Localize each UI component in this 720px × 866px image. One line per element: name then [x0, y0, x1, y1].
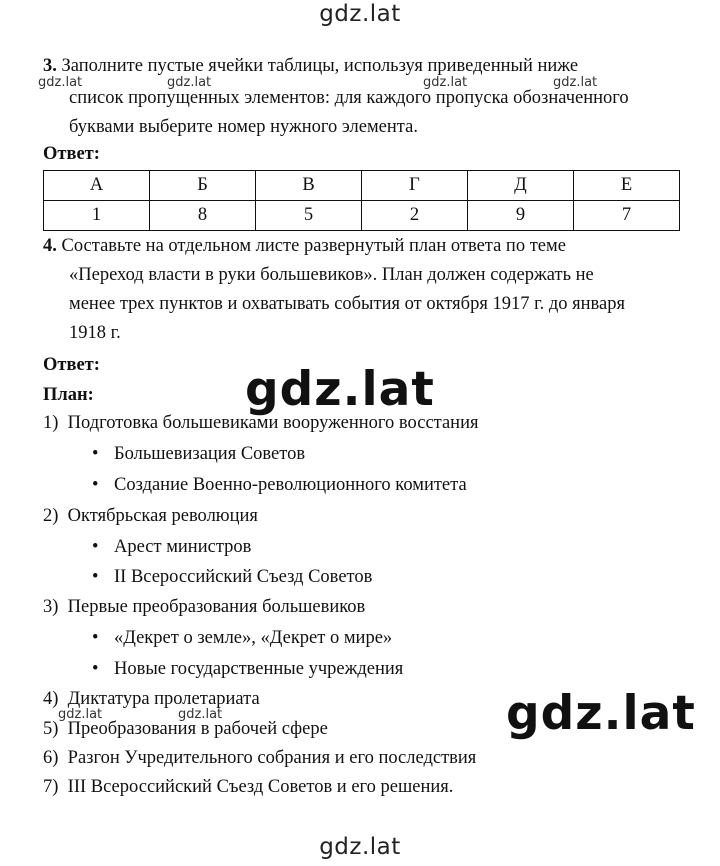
plan-item-text: Диктатура пролетариата	[67, 689, 260, 709]
task3-text: Заполните пустые ячейки таблицы, используя приведенный ниже	[61, 56, 579, 76]
plan-item-text: Разгон Учредительного собрания и его последствия	[67, 748, 477, 768]
watermark-large: gdz.lat	[245, 362, 435, 417]
bullet-icon: •	[92, 628, 99, 648]
table-header-cell: Г	[362, 171, 468, 201]
table-value-cell: 5	[256, 201, 362, 231]
plan-bullet-text: II Всероссийский Съезд Советов	[114, 567, 373, 587]
plan-bullet	[92, 566, 372, 588]
plan-bullet	[92, 474, 467, 496]
watermark-small: gdz.lat	[423, 75, 468, 90]
watermark-small: gdz.lat	[553, 75, 598, 90]
watermark-large: gdz.lat	[506, 686, 696, 741]
task3-number: 3.	[43, 56, 57, 76]
plan-item	[43, 596, 365, 618]
plan-item	[43, 505, 258, 527]
task4-line1	[43, 232, 679, 261]
task3-line2: список пропущенных элементов: для каждого пропуска обозначенного	[69, 88, 629, 108]
plan-item	[43, 688, 260, 710]
table-value-cell: 9	[467, 201, 573, 231]
plan-label: План:	[43, 385, 94, 405]
bullet-icon: •	[92, 659, 99, 679]
task4-line4: 1918 г.	[69, 323, 121, 343]
table-value-cell: 2	[362, 201, 468, 231]
watermark-small: gdz.lat	[167, 75, 212, 90]
plan-bullet-text: Создание Военно-революционного комитета	[114, 475, 467, 495]
plan-item-number: 7)	[43, 777, 59, 797]
table-value-cell: 8	[150, 201, 256, 231]
plan-bullet-text: Новые государственные учреждения	[114, 659, 404, 679]
answer-table	[43, 170, 680, 231]
table-header-cell: Е	[573, 171, 679, 201]
task3-line1	[43, 52, 679, 81]
plan-item-number: 3)	[43, 597, 59, 617]
table-header-cell: Б	[150, 171, 256, 201]
table-value-cell: 7	[573, 201, 679, 231]
table-header-cell: А	[44, 171, 150, 201]
bullet-icon: •	[92, 567, 99, 587]
task4-number: 4.	[43, 236, 57, 256]
plan-item	[43, 747, 476, 769]
plan-item-number: 2)	[43, 506, 59, 526]
plan-bullet-text: Большевизация Советов	[114, 444, 306, 464]
plan-item-number: 1)	[43, 413, 59, 433]
task4-line2: «Переход власти в руки большевиков». План должен содержать не	[69, 265, 594, 285]
plan-item	[43, 412, 479, 434]
watermark-small: gdz.lat	[178, 707, 223, 722]
task4-text: Составьте на отдельном листе развернутый план ответа по теме	[61, 236, 566, 256]
plan-item-number: 4)	[43, 689, 59, 709]
task4-answer-label: Ответ:	[43, 355, 100, 375]
plan-item	[43, 718, 328, 740]
bullet-icon: •	[92, 444, 99, 464]
task3-line3: буквами выберите номер нужного элемента.	[69, 117, 418, 137]
bullet-icon: •	[92, 537, 99, 557]
plan-item-text: Октябрьская революция	[67, 506, 258, 526]
plan-bullet-text: Арест министров	[114, 537, 252, 557]
table-value-cell: 1	[44, 201, 150, 231]
bullet-icon: •	[92, 475, 99, 495]
plan-item	[43, 776, 453, 798]
plan-bullet	[92, 443, 305, 465]
plan-item-text: Преобразования в рабочей сфере	[67, 719, 328, 739]
table-header-cell: В	[256, 171, 362, 201]
task4-line3: менее трех пунктов и охватывать события от октября 1917 г. до января	[69, 294, 626, 314]
watermark-bottom: gdz.lat	[319, 834, 401, 860]
plan-item-number: 6)	[43, 748, 59, 768]
plan-bullet	[92, 627, 392, 649]
plan-item-text: III Всероссийский Съезд Советов и его решения.	[67, 777, 454, 797]
plan-bullet-text: «Декрет о земле», «Декрет о мире»	[114, 628, 393, 648]
plan-item-text: Подготовка большевиками вооруженного восстания	[67, 413, 479, 433]
plan-bullet	[92, 536, 251, 558]
table-header-row	[44, 171, 680, 201]
task3-answer-label: Ответ:	[43, 144, 100, 164]
table-header-cell: Д	[467, 171, 573, 201]
plan-item-number: 5)	[43, 719, 59, 739]
table-value-row	[44, 201, 680, 231]
plan-item-text: Первые преобразования большевиков	[67, 597, 366, 617]
plan-bullet	[92, 658, 403, 680]
watermark-top: gdz.lat	[319, 1, 401, 27]
watermark-small: gdz.lat	[58, 707, 103, 722]
watermark-small: gdz.lat	[38, 75, 83, 90]
